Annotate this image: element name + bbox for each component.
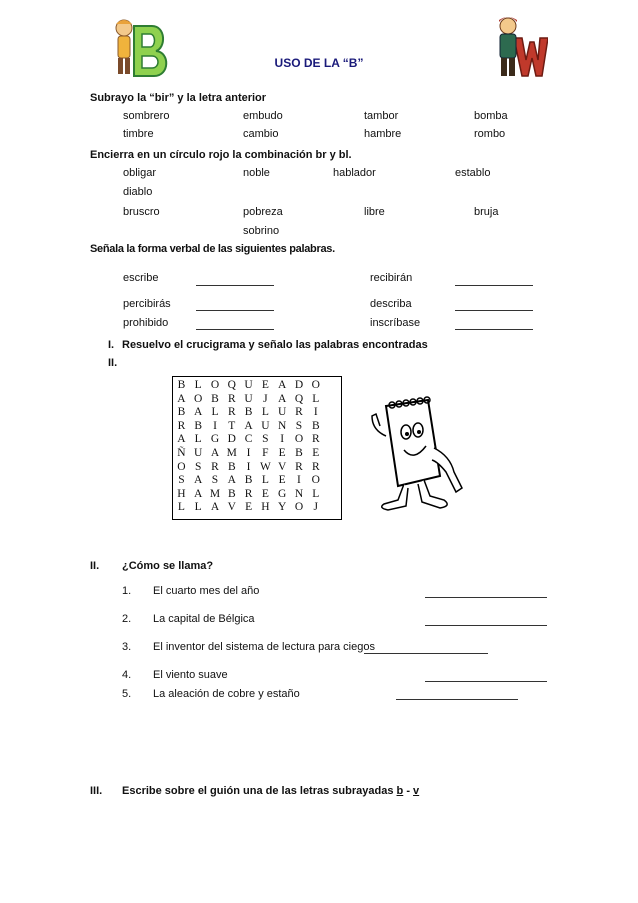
answer-line[interactable] bbox=[425, 625, 547, 626]
word: bruja bbox=[474, 206, 499, 218]
grid-letter: A bbox=[244, 419, 253, 432]
grid-letter: B bbox=[211, 392, 219, 405]
grid-letter: R bbox=[311, 460, 320, 473]
item-numeral: I. bbox=[108, 339, 115, 351]
grid-letter: S bbox=[262, 433, 269, 446]
grid-letter: Q bbox=[294, 392, 304, 405]
word: hablador bbox=[333, 167, 376, 179]
grid-letter: R bbox=[244, 487, 253, 500]
grid-letter: H bbox=[177, 487, 186, 500]
grid-letter: E bbox=[312, 446, 320, 459]
section-ii-heading: ¿Cómo se llama? bbox=[122, 560, 214, 572]
grid-letter: C bbox=[244, 433, 253, 446]
grid-letter: O bbox=[294, 433, 304, 446]
grid-letter: O bbox=[177, 460, 186, 473]
grid-letter: O bbox=[294, 501, 304, 514]
word: diablo bbox=[123, 186, 153, 198]
grid-letter: H bbox=[261, 501, 270, 514]
grid-letter: I bbox=[280, 433, 285, 446]
letter-b: b bbox=[396, 785, 404, 797]
word-search-grid bbox=[172, 376, 342, 520]
word: libre bbox=[364, 206, 385, 218]
question-text: El cuarto mes del año bbox=[153, 585, 260, 597]
grid-letter: O bbox=[311, 474, 320, 487]
grid-letter: S bbox=[211, 474, 219, 487]
verb-word: describa bbox=[370, 298, 412, 310]
grid-letter: V bbox=[278, 460, 287, 473]
word: hambre bbox=[364, 128, 402, 140]
grid-letter: A bbox=[194, 487, 203, 500]
grid-letter: B bbox=[227, 487, 236, 500]
question-text: El inventor del sistema de lectura para ciegos bbox=[153, 641, 375, 653]
grid-row bbox=[173, 420, 341, 434]
grid-letter: R bbox=[227, 406, 236, 419]
grid-letter: D bbox=[294, 379, 304, 391]
grid-letter: R bbox=[311, 433, 320, 446]
grid-letter: E bbox=[245, 501, 253, 514]
grid-letter: U bbox=[278, 406, 287, 419]
grid-letter: M bbox=[209, 487, 221, 500]
grid-letter: E bbox=[278, 474, 286, 487]
section-iii-text: Escribe sobre el guión una de las letras subrayadas bbox=[122, 785, 394, 797]
grid-letter: L bbox=[211, 406, 219, 419]
grid-letter: R bbox=[227, 392, 236, 405]
grid-letter: A bbox=[194, 406, 203, 419]
question-text: La aleación de cobre y estaño bbox=[153, 688, 300, 700]
grid-letter: A bbox=[278, 379, 287, 391]
grid-row bbox=[173, 461, 341, 475]
grid-letter: G bbox=[278, 487, 287, 500]
question-number: 3. bbox=[122, 641, 132, 653]
question-number: 2. bbox=[122, 613, 132, 625]
grid-letter: L bbox=[312, 487, 320, 500]
grid-letter: B bbox=[177, 406, 186, 419]
page-title: USO DE LA “B” bbox=[274, 56, 364, 70]
word: cambio bbox=[243, 128, 279, 140]
grid-letter: A bbox=[177, 433, 186, 446]
grid-letter: R bbox=[295, 406, 303, 419]
section2-heading: Encierra en un círculo rojo la combinación br y bl. bbox=[90, 149, 352, 161]
question-text: La capital de Bélgica bbox=[153, 613, 255, 625]
verb-word: prohibido bbox=[123, 317, 169, 329]
word: pobreza bbox=[243, 206, 283, 218]
letter-w-clipart-icon bbox=[494, 14, 548, 80]
grid-letter: T bbox=[228, 419, 236, 432]
grid-letter: N bbox=[294, 487, 304, 500]
word: bomba bbox=[474, 110, 508, 122]
grid-letter: R bbox=[211, 460, 219, 473]
answer-line[interactable] bbox=[425, 681, 547, 682]
grid-letter: L bbox=[261, 406, 269, 419]
word: rombo bbox=[474, 128, 506, 140]
crossword-instruction: Resuelvo el crucigrama y señalo las palabras encontradas bbox=[122, 339, 428, 351]
grid-letter: G bbox=[210, 433, 220, 446]
grid-letter: B bbox=[295, 446, 303, 459]
word: sombrero bbox=[123, 110, 170, 122]
grid-letter: A bbox=[177, 392, 186, 405]
section-numeral: III. bbox=[90, 785, 103, 797]
grid-letter: L bbox=[177, 501, 185, 514]
verb-word: escribe bbox=[123, 272, 159, 284]
grid-letter: B bbox=[177, 379, 186, 391]
grid-letter: Y bbox=[278, 501, 287, 514]
grid-letter: A bbox=[210, 501, 220, 514]
grid-letter: F bbox=[262, 446, 269, 459]
answer-line[interactable] bbox=[455, 310, 533, 311]
grid-letter: B bbox=[244, 474, 253, 487]
grid-letter: B bbox=[311, 419, 320, 432]
word: embudo bbox=[243, 110, 283, 122]
grid-letter: L bbox=[261, 474, 269, 487]
grid-letter: S bbox=[295, 419, 303, 432]
letter-v: v bbox=[413, 785, 420, 797]
grid-row bbox=[173, 501, 341, 515]
grid-letter: O bbox=[194, 392, 203, 405]
grid-letter: D bbox=[227, 433, 236, 446]
word: obligar bbox=[123, 167, 157, 179]
grid-letter: I bbox=[297, 474, 301, 487]
grid-letter: L bbox=[194, 501, 202, 514]
word: establo bbox=[455, 167, 491, 179]
answer-line[interactable] bbox=[455, 329, 533, 330]
grid-letter: U bbox=[261, 419, 270, 432]
grid-letter: O bbox=[311, 379, 320, 391]
question-number: 1. bbox=[122, 585, 132, 597]
word: timbre bbox=[123, 128, 154, 140]
grid-letter: J bbox=[313, 501, 319, 514]
grid-letter: N bbox=[278, 419, 287, 432]
question-text: El viento suave bbox=[153, 669, 228, 681]
word: sobrino bbox=[243, 225, 280, 237]
grid-row bbox=[173, 406, 341, 420]
question-number: 5. bbox=[122, 688, 132, 700]
grid-row bbox=[173, 488, 341, 502]
grid-letter: E bbox=[278, 446, 286, 459]
grid-letter: R bbox=[295, 460, 303, 473]
grid-row bbox=[173, 447, 341, 461]
grid-letter: A bbox=[194, 474, 203, 487]
grid-letter: I bbox=[213, 419, 217, 432]
grid-row bbox=[173, 393, 341, 407]
grid-letter: O bbox=[210, 379, 220, 391]
grid-row bbox=[173, 474, 341, 488]
verb-word: recibirán bbox=[370, 272, 413, 284]
grid-letter: U bbox=[194, 446, 203, 459]
grid-letter: Ñ bbox=[177, 446, 186, 459]
grid-letter: E bbox=[261, 379, 269, 391]
verb-word: inscríbase bbox=[370, 317, 421, 329]
answer-line[interactable] bbox=[455, 285, 533, 286]
section1-heading: Subrayo la “bir” y la letra anterior bbox=[90, 92, 267, 104]
grid-letter: I bbox=[246, 460, 251, 473]
grid-letter: U bbox=[244, 379, 253, 391]
grid-letter: R bbox=[177, 419, 186, 432]
grid-letter: J bbox=[263, 392, 268, 405]
grid-letter: I bbox=[246, 446, 251, 459]
section3-heading: Señala la forma verbal de las siguientes palabras. bbox=[90, 243, 335, 255]
grid-letter: E bbox=[261, 487, 269, 500]
word: bruscro bbox=[123, 206, 160, 218]
grid-letter: L bbox=[312, 392, 320, 405]
grid-letter: W bbox=[259, 460, 271, 473]
verb-word: percibirás bbox=[123, 298, 171, 310]
grid-letter: I bbox=[313, 406, 318, 419]
answer-line[interactable] bbox=[364, 653, 488, 654]
letter-b-clipart-icon bbox=[110, 14, 172, 82]
answer-line[interactable] bbox=[396, 699, 518, 700]
word: noble bbox=[243, 167, 270, 179]
answer-line[interactable] bbox=[425, 597, 547, 598]
answer-line[interactable] bbox=[196, 310, 274, 311]
grid-row bbox=[173, 379, 341, 393]
grid-letter: S bbox=[194, 460, 202, 473]
grid-letter: B bbox=[244, 406, 253, 419]
grid-letter: Q bbox=[227, 379, 236, 391]
answer-line[interactable] bbox=[196, 329, 274, 330]
notepad-mascot-icon bbox=[358, 396, 470, 516]
grid-letter: M bbox=[226, 446, 237, 459]
grid-letter: B bbox=[227, 460, 236, 473]
answer-line[interactable] bbox=[196, 285, 274, 286]
grid-letter: S bbox=[178, 474, 185, 487]
section-numeral: II. bbox=[90, 560, 100, 572]
grid-letter: A bbox=[278, 392, 287, 405]
grid-letter: L bbox=[194, 379, 202, 391]
grid-letter: L bbox=[194, 433, 202, 446]
grid-row bbox=[173, 433, 341, 447]
section-iii-heading bbox=[122, 785, 419, 797]
grid-letter: U bbox=[244, 392, 253, 405]
word: tambor bbox=[364, 110, 399, 122]
item-numeral: II. bbox=[108, 357, 118, 369]
grid-letter: A bbox=[227, 474, 236, 487]
grid-letter: B bbox=[194, 419, 203, 432]
grid-letter: V bbox=[227, 501, 236, 514]
question-number: 4. bbox=[122, 669, 132, 681]
letter-separator: - bbox=[406, 785, 410, 797]
grid-letter: A bbox=[210, 446, 220, 459]
